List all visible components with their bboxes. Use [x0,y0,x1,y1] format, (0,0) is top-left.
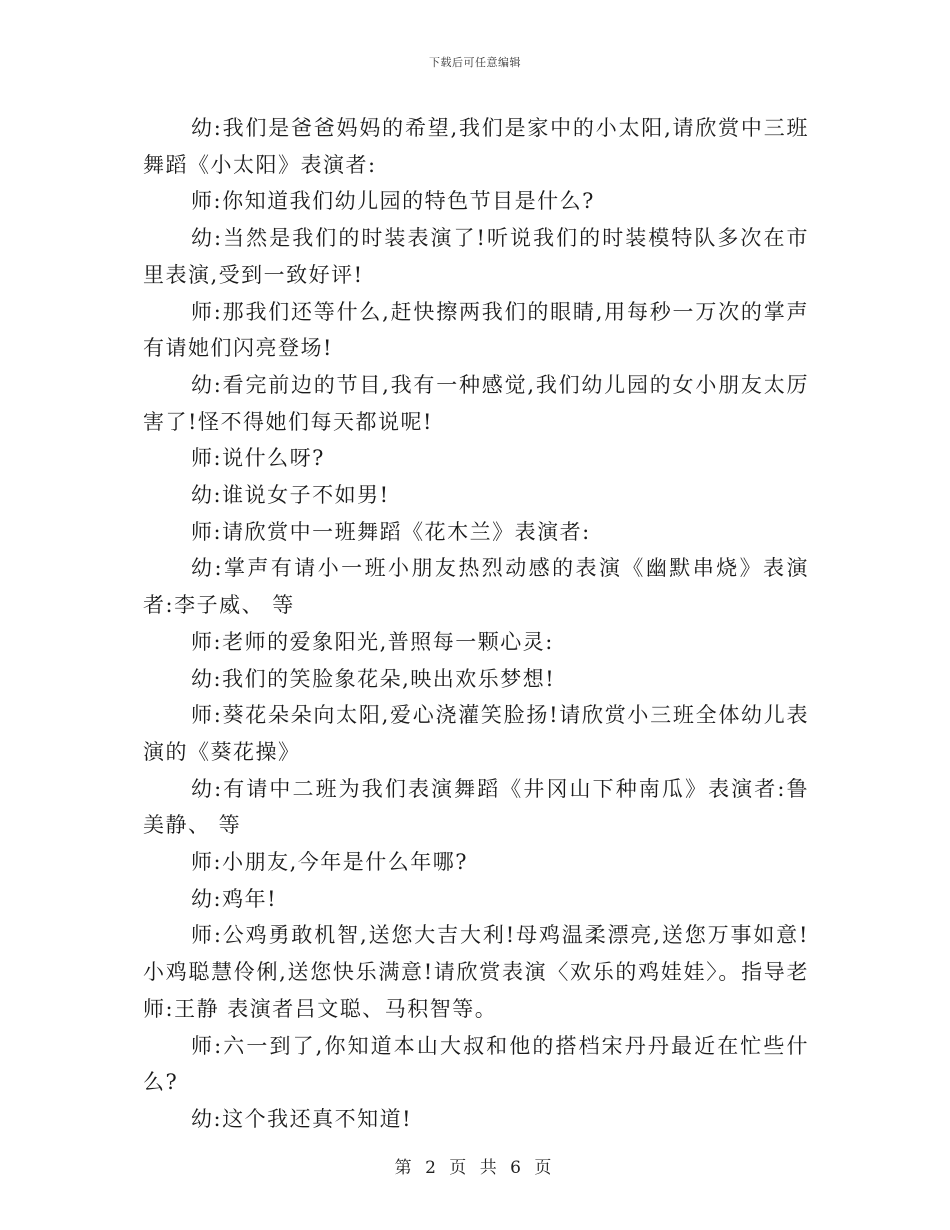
dialogue-line: 师:葵花朵朵向太阳,爱心浇灌笑脸扬!请欣赏小三班全体幼儿表演的《葵花操》 [143,703,809,764]
dialogue-line: 师:你知道我们幼儿园的特色节目是什么? [191,189,595,214]
dialogue-line: 幼:有请中二班为我们表演舞蹈《井冈山下种南瓜》表演者:鲁美静、 等 [143,776,809,838]
dialogue-line: 师:请欣赏中一班舞蹈《花木兰》表演者: [191,519,591,544]
page-number-footer: 第 2 页 共 6 页 [394,1158,556,1178]
dialogue-line: 师:老师的爱象阳光,普照每一颗心灵: [191,629,554,654]
dialogue-line: 幼:我们的笑脸象花朵,映出欢乐梦想! [191,666,556,691]
dialogue-line: 师:说什么呀? [191,446,325,471]
dialogue-line: 幼:这个我还真不知道! [191,1106,413,1131]
dialogue-line: 幼:我们是爸爸妈妈的希望,我们是家中的小太阳,请欣赏中三班舞蹈《小太阳》表演者: [143,116,809,177]
document-body [143,110,809,1138]
dialogue-line: 师:公鸡勇敢机智,送您大吉大利!母鸡温柔漂亮,送您万事如意!小鸡聪慧伶俐,送您快乐满意!请欣赏表演〈欢乐的鸡娃娃〉。指导老师:王静 表演者吕文聪、马积智等。 [143,923,809,1021]
dialogue-line: 幼:谁说女子不如男! [191,483,390,508]
dialogue-line: 幼:当然是我们的时装表演了!听说我们的时装模特队多次在市里表演,受到一致好评! [143,226,809,287]
dialogue-line: 幼:鸡年! [191,886,278,911]
dialogue-line: 师:那我们还等什么,赶快擦两我们的眼睛,用每秒一万次的掌声有请她们闪亮登场! [143,299,809,361]
dialogue-line: 幼:掌声有请小一班小朋友热烈动感的表演《幽默串烧》表演者:李子威、 等 [143,556,809,618]
dialogue-line: 幼:看完前边的节目,我有一种感觉,我们幼儿园的女小朋友太厉害了!怪不得她们每天都说呢! [143,372,809,434]
dialogue-line: 师:六一到了,你知道本山大叔和他的搭档宋丹丹最近在忙些什么? [143,1033,809,1095]
dialogue-line: 师:小朋友,今年是什么年哪? [191,850,469,875]
page-header: 下载后可任意编辑 [429,56,521,69]
